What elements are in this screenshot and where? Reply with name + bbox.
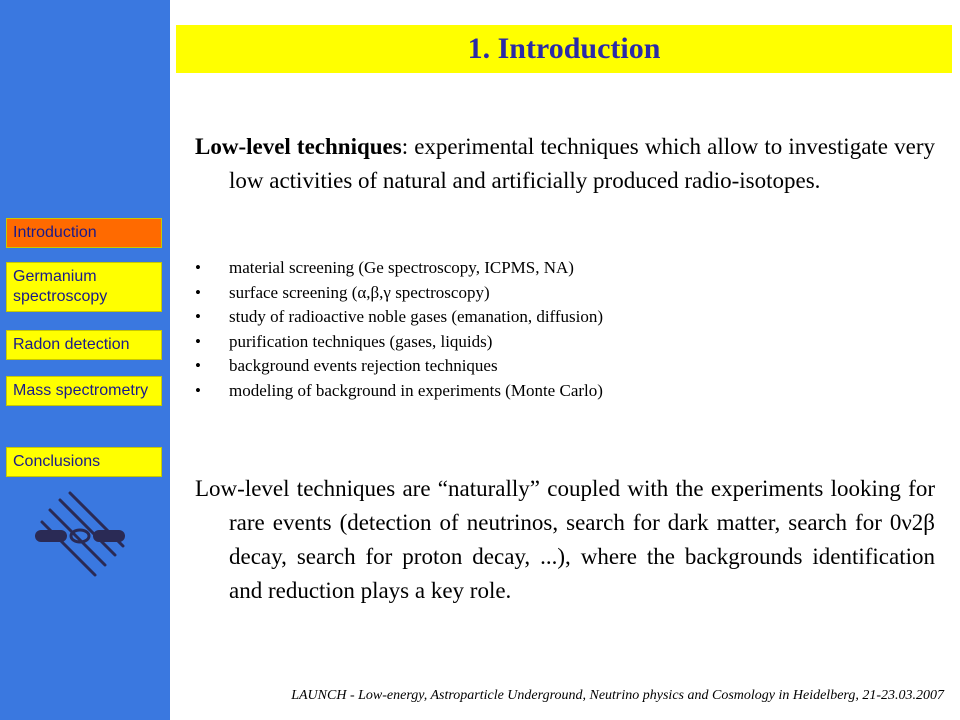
- nav-item-conclusions[interactable]: [6, 447, 162, 477]
- page-title: 1. Introduction: [467, 32, 661, 65]
- nav-item-radon-detection[interactable]: [6, 330, 162, 360]
- intro-paragraph: [195, 130, 935, 198]
- bullet-icon: •: [195, 356, 201, 375]
- bullet-icon: •: [195, 258, 201, 277]
- list-item: [195, 330, 935, 355]
- nav-item-mass-spectrometry[interactable]: [6, 376, 162, 406]
- list-item: [195, 281, 935, 306]
- bullet-icon: •: [195, 380, 201, 400]
- bullet-icon: •: [195, 282, 201, 302]
- intro-term: Low-level techniques: [195, 134, 402, 159]
- title-bar: [176, 25, 952, 73]
- list-item: [195, 354, 935, 379]
- intro-definition: : experimental techniques which allow to investigate very low activities of natural and artificially produced radio-isotopes.: [229, 134, 935, 193]
- list-item-text: material screening (Ge spectroscopy, ICPMS, NA): [229, 258, 574, 277]
- list-item-text: study of radioactive noble gases (emanation, diffusion): [229, 307, 604, 326]
- list-item: [195, 256, 935, 281]
- nav-item-introduction[interactable]: [6, 218, 162, 248]
- footer-text: LAUNCH - Low-energy, Astroparticle Underground, Neutrino physics and Cosmology in Heidelberg, 21-23.03.2007: [291, 688, 944, 703]
- bullet-icon: •: [195, 331, 201, 351]
- list-item-text: purification techniques (gases, liquids): [229, 331, 493, 351]
- nav-item-germanium-spectroscopy[interactable]: [6, 262, 162, 312]
- list-item-text: modeling of background in experiments (Monte Carlo): [229, 380, 603, 400]
- nav-item-label: Germanium spectroscopy: [13, 268, 108, 305]
- coupling-paragraph: Low-level techniques are “naturally” coupled with the experiments looking for rare events (detection of neutrinos, search for dark matter, search for 0ν2β decay, search for proton decay, ...), where the backgrounds identification and reduction plays a key role.: [195, 476, 935, 603]
- nav-item-label: Conclusions: [13, 453, 101, 470]
- lngs-logo-icon: [30, 485, 130, 585]
- nav-item-label: Mass spectrometry: [13, 382, 149, 399]
- technique-list: [195, 256, 935, 403]
- sidebar: [0, 0, 170, 720]
- nav-item-label: Radon detection: [13, 336, 130, 353]
- list-item: [195, 305, 935, 330]
- list-item-text: surface screening (α,β,γ spectroscopy): [229, 282, 490, 302]
- bullet-icon: •: [195, 307, 201, 326]
- list-item-text: background events rejection techniques: [229, 356, 498, 375]
- nav-item-label: Introduction: [13, 224, 97, 241]
- list-item: [195, 379, 935, 404]
